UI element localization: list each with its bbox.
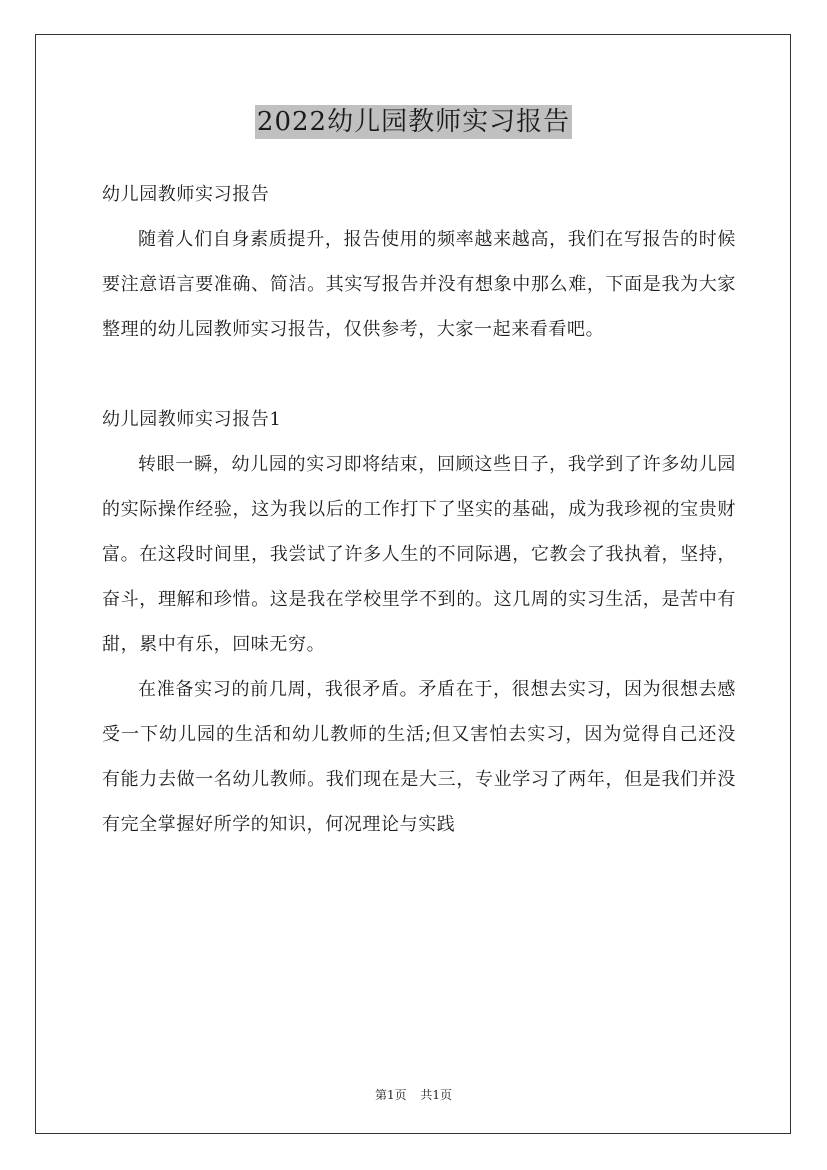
document-title xyxy=(0,100,827,144)
document-body xyxy=(102,172,736,847)
body-paragraph-1: 转眼一瞬，幼儿园的实习即将结束，回顾这些日子，我学到了许多幼儿园的实际操作经验，这为我以后的工作打下了坚实的基础，成为我珍视的宝贵财富。在这段时间里，我尝试了许多人生的不同际遇，它教会了我执着，坚持，奋斗，理解和珍惜。这是我在学校里学不到的。这几周的实习生活，是苦中有甜，累中有乐，回味无穷。 xyxy=(102,454,736,655)
section-spacer xyxy=(102,352,736,397)
intro-paragraph: 随着人们自身素质提升，报告使用的频率越来越高，我们在写报告的时候要注意语言要准确、简洁。其实写报告并没有想象中那么难，下面是我为大家整理的幼儿园教师实习报告，仅供参考，大家一起来看看吧。 xyxy=(102,229,736,340)
page-number-total: 共1页 xyxy=(420,1088,453,1102)
section-heading: 幼儿园教师实习报告1 xyxy=(102,409,282,430)
body-paragraph-2: 在准备实习的前几周，我很矛盾。矛盾在于，很想去实习，因为很想去感受一下幼儿园的生活和幼儿教师的生活;但又害怕去实习，因为觉得自己还没有能力去做一名幼儿教师。我们现在是大三，专业学习了两年，但是我们并没有完全掌握好所学的知识，何况理论与实践 xyxy=(102,679,736,835)
intro-heading: 幼儿园教师实习报告 xyxy=(102,184,270,205)
page-number-current: 第1页 xyxy=(374,1088,407,1102)
page-footer xyxy=(0,1086,827,1103)
document-title-text: 2022幼儿园教师实习报告 xyxy=(256,107,571,137)
